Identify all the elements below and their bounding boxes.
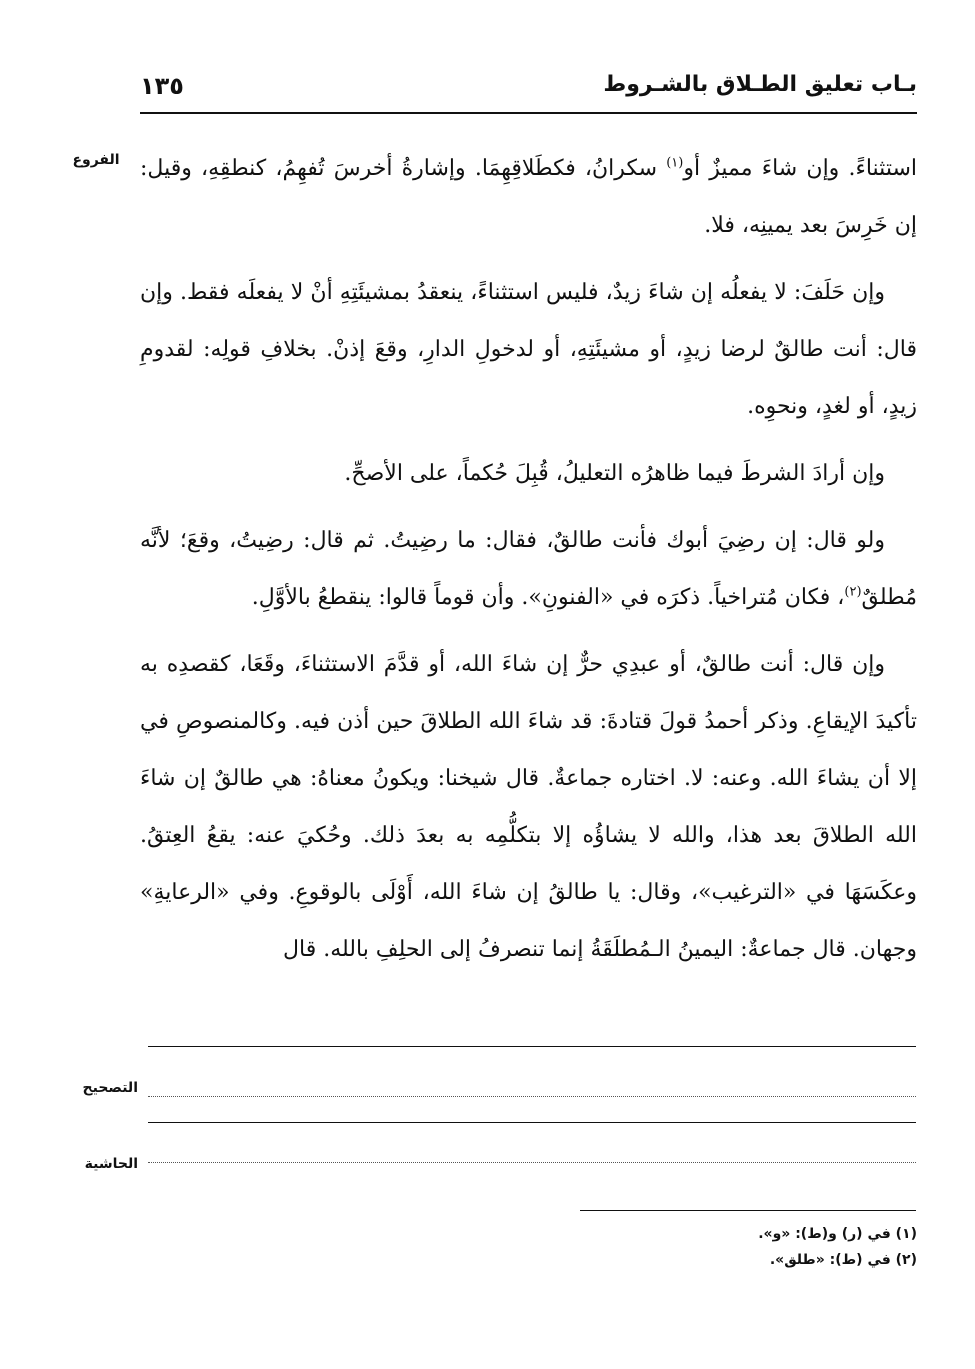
paragraph-text: ولو قال: إن رضِيَ أبوك فأنت طالقٌ، فقال: ما رضِيتُ. ثم قال: رضِيتُ، وقعَ؛ لأنَّه مُطلقٌ bbox=[140, 528, 917, 610]
paragraph-text: ، فكان مُتراخياً. ذكرَه في «الفنونِ». وأن قوماً قالوا: ينقطعُ بالأوَّلِ. bbox=[251, 585, 845, 610]
paragraph-3: وإن أرادَ الشرطَ فيما ظاهرُه التعليلُ، قُبِلَ حُكماً، على الأصحِّ. bbox=[344, 461, 885, 486]
field-divider-rule bbox=[148, 1122, 916, 1123]
footnote-ref-1: (١) bbox=[666, 155, 684, 171]
paragraph-2: وإن حَلَفَ: لا يفعلُه إن شاءَ زيدٌ، فليس استثناءً، ينعقدُ بمشيئَتِهِ أنْ لا يفعلَه فقط. وإن قال: أنت طالقٌ لرضا زيدٍ، أو مشيئَتِهِ، أو لدخولِ الدارِ، وقعَ إذنْ. بخلافِ قولِه: لقدومِ زيدٍ، أو لغدٍ، ونحوِه. bbox=[140, 280, 917, 419]
running-header bbox=[140, 72, 917, 108]
text-end-rule bbox=[148, 1046, 916, 1047]
footnote-1: (١) في (ر) و(ط): «و». bbox=[758, 1226, 917, 1242]
correction-dotted-line bbox=[148, 1096, 916, 1097]
annotation-label: الحاشية bbox=[84, 1156, 138, 1172]
paragraph-text: استثناءً. وإن شاءَ مميزٌ أو bbox=[683, 156, 917, 181]
annotation-dotted-line bbox=[148, 1162, 916, 1163]
footnote-2: (٢) في (ط): «طلق». bbox=[769, 1252, 917, 1268]
footnote-ref-2: (٢) bbox=[844, 584, 862, 600]
running-title: بـاب تعليق الطـلاق بالشـروط bbox=[603, 72, 917, 97]
correction-label: التصحيح bbox=[82, 1080, 138, 1096]
paragraph-1 bbox=[140, 140, 917, 254]
main-text bbox=[140, 140, 917, 978]
page-number: ١٣٥ bbox=[140, 72, 184, 100]
margin-section-note: الفروع bbox=[72, 152, 120, 168]
header-rule bbox=[140, 112, 917, 114]
paragraph-4 bbox=[140, 512, 917, 626]
footnotes bbox=[500, 1226, 917, 1278]
footnote-rule bbox=[580, 1210, 916, 1211]
paragraph-text: سكرانُ، فكطَلاقِهِمَا. وإشارةُ أخرسَ تُفهِمُ، كنطقِهِ، وقيل: إن خَرِسَ بعد يمينِه، فلا. bbox=[140, 156, 917, 238]
paragraph-5: وإن قال: أنت طالقٌ، أو عبدِي حرٌّ إن شاءَ الله، أو قدَّمَ الاستثناءَ، وقَعَا، كقصدِه به تأكيدَ الإيقاعِ. وذكر أحمدُ قولَ قتادةَ: قد شاءَ الله الطلاقَ حين أذن فيه. وكالمنصوصِ في إلا أن يشاءَ الله. وعنه: لا. اختاره جماعةٌ. قال شيخنا: ويكونُ معناهُ: هي طالقٌ إن شاءَ الله الطلاقَ بعد هذا، والله لا يشاؤُه إلا بتكلُّمِه به بعدَ ذلك. وحُكيَ عنه: يقعُ العِتقُ. وعكَسَهَا في «الترغيب»، وقال: يا طالقُ إن شاءَ الله، أَوْلَى بالوقوعِ. وفي «الرعايةِ» وجهان. قال جماعةٌ: اليمينُ الـمُطلَقَةُ إنما تنصرفُ إلى الحلِفِ بالله. قال bbox=[140, 652, 917, 962]
